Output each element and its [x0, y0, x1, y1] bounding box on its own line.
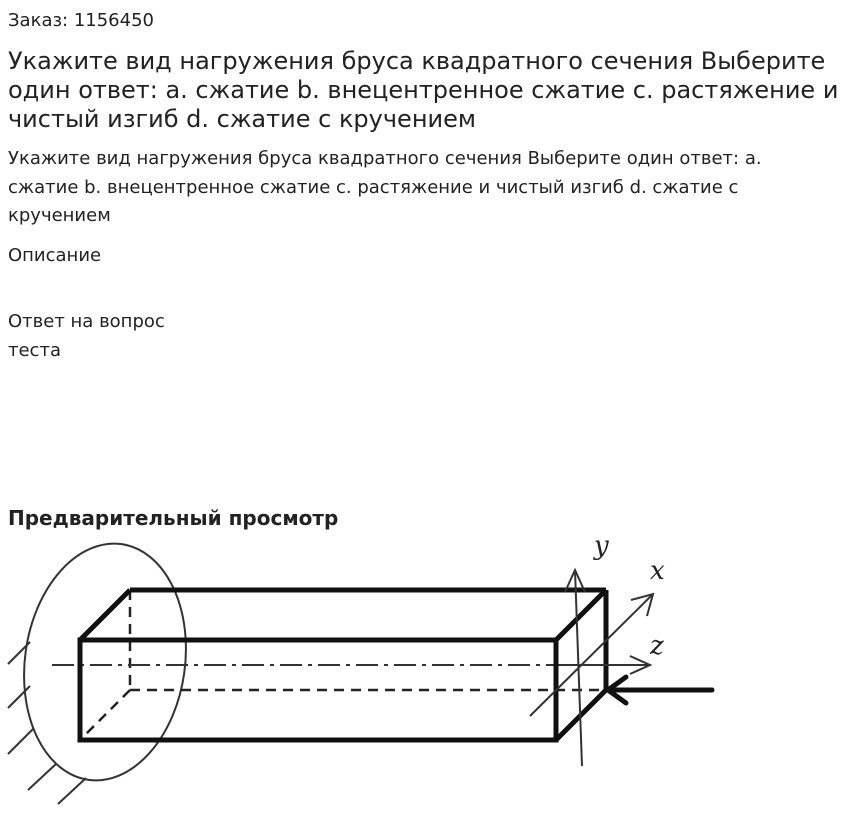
support-ellipse: [9, 533, 201, 791]
question-title: Укажите вид нагружения бруса квадратного сечения Выберите один ответ: a. сжатие b. внецентренное сжатие c. растяжение и чистый изгиб d. сжатие с кручением: [8, 47, 839, 133]
question-text: Укажите вид нагружения бруса квадратного сечения Выберите один ответ: a. сжатие b. внецентренное сжатие c. растяжение и чистый изгиб d. сжатие с кручением: [8, 148, 762, 226]
axis-label-y: y: [594, 532, 609, 561]
x-axis: [530, 594, 653, 716]
y-axis: [565, 570, 585, 766]
axis-label-z: z: [650, 631, 664, 661]
beam-diagram: [0, 532, 847, 828]
preview-title: Предварительный просмотр: [8, 506, 339, 530]
answer-label: Ответ на вопрос теста: [8, 311, 165, 361]
axis-label-x: x: [650, 556, 665, 586]
support-hatching: [8, 642, 86, 804]
description-label: Описание: [8, 245, 102, 266]
order-number: Заказ: 1156450: [8, 10, 154, 31]
force-arrow: [608, 677, 712, 703]
